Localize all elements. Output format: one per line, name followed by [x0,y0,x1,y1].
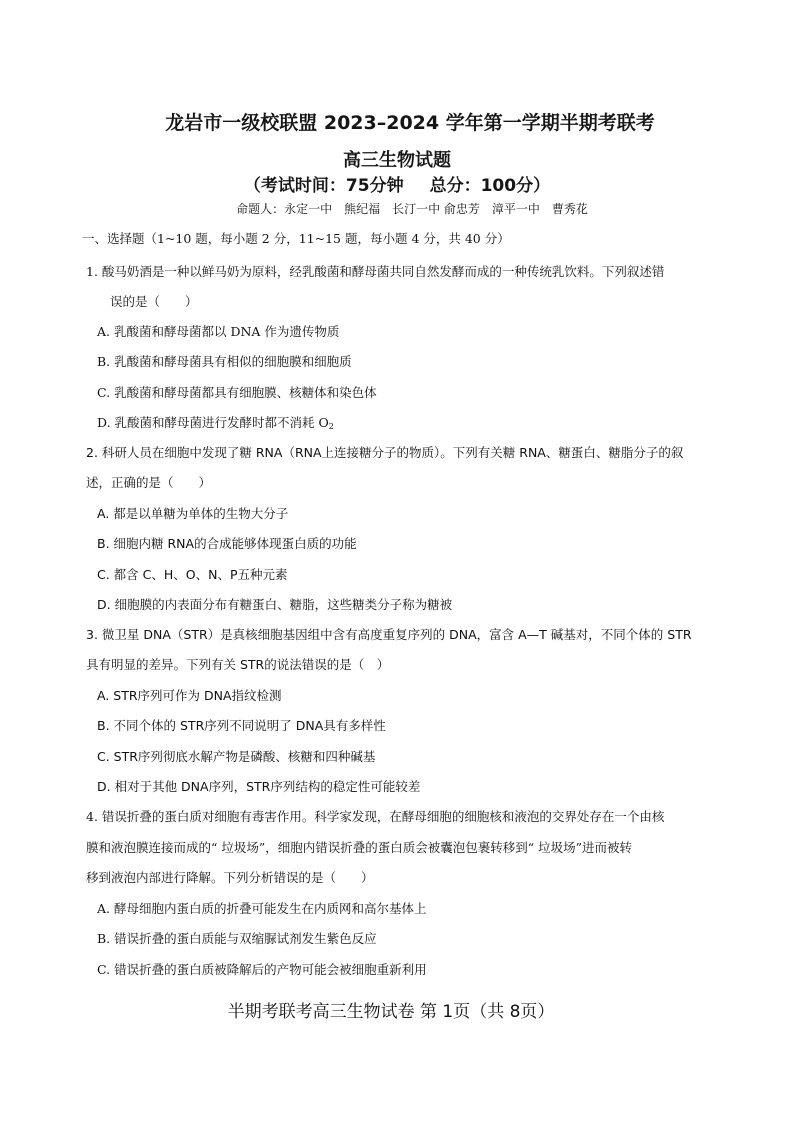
question-1-option-c: C. 乳酸菌和酵母菌都具有细胞膜、核糖体和染色体 [97,385,377,400]
question-1-option-a: A. 乳酸菌和酵母菌都以 DNA 作为遗传物质 [97,324,340,339]
exam-time-score [0,171,794,196]
question-3-stem-line-2: 具有明显的差异。下列有关 STR的说法错误的是（ ） [86,657,390,672]
question-4-option-b: B. 错误折叠的蛋白质能与双缩脲试剂发生紫色反应 [97,931,377,946]
question-4-stem-line-1: 4. 错误折叠的蛋白质对细胞有毒害作用。科学家发现，在酵母细胞的细胞核和液泡的交界处存在一个由核 [86,809,665,824]
question-4-option-a: A. 酵母细胞内蛋白质的折叠可能发生在内质网和高尔基体上 [97,901,427,916]
question-2-option-c: C. 都含 C、H、O、N、P五种元素 [97,567,288,582]
question-2-stem-line-2: 述，正确的是（ ） [86,475,212,490]
oxygen-subscript: 2 [328,422,334,431]
question-3-stem-line-1: 3. 微卫星 DNA（STR）是真核细胞基因组中含有高度重复序列的 DNA，富含 A—T 碱基对，不同个体的 STR [86,627,692,642]
question-1-stem-line-1: 1. 酸马奶酒是一种以鲜马奶为原料，经乳酸菌和酵母菌共同自然发酵而成的一种传统乳饮料。下列叙述错 [86,264,665,279]
question-2-stem-line-1: 2. 科研人员在细胞中发现了糖 RNA（RNA上连接糖分子的物质）。下列有关糖 RNA、糖蛋白、糖脂分子的叙 [86,445,684,460]
question-1-option-d [97,413,334,431]
question-3-option-d: D. 相对于其他 DNA序列，STR序列结构的稳定性可能较差 [97,779,421,794]
question-1-option-d-text: D. 乳酸菌和酵母菌进行发酵时都不消耗 O [97,415,329,430]
question-1-stem-line-2: 误的是（ ） [110,294,198,309]
exam-time: （考试时间：75分钟 [243,176,404,196]
question-3-option-c: C. STR序列彻底水解产物是磷酸、核糖和四种碱基 [97,749,376,764]
question-2-option-d: D. 细胞膜的内表面分布有糖蛋白、糖脂，这些糖类分子称为糖被 [97,597,453,612]
exam-authors: 命题人：永定一中 熊纪福 长汀一中 俞忠芳 漳平一中 曹秀花 [236,202,588,216]
question-3-option-b: B. 不同个体的 STR序列不同说明了 DNA具有多样性 [97,718,386,733]
question-4-stem-line-3: 移到液泡内部进行降解。下列分析错误的是（ ） [86,870,374,885]
question-4-option-c: C. 错误折叠的蛋白质被降解后的产物可能会被细胞重新利用 [97,962,427,977]
question-2-option-a: A. 都是以单糖为单体的生物大分子 [97,506,289,521]
exam-title: 龙岩市一级校联盟 2023–2024 学年第一学期半期考联考 [165,112,655,134]
page-footer: 半期考联考高三生物试卷 第 1页（共 8页） [227,1002,555,1022]
section-title: 一、选择题（1~10 题，每小题 2 分，11~15 题，每小题 4 分，共 40 分） [82,231,510,246]
total-score: 总分：100分） [429,176,551,196]
exam-subject: 高三生物试题 [343,150,451,171]
question-3-option-a: A. STR序列可作为 DNA指纹检测 [97,688,282,703]
question-4-stem-line-2: 膜和液泡膜连接而成的“ 垃圾场”，细胞内错误折叠的蛋白质会被囊泡包裹转移到“ 垃圾场”进而被转 [86,840,633,855]
question-2-option-b: B. 细胞内糖 RNA的合成能够体现蛋白质的功能 [97,536,357,551]
question-1-option-b: B. 乳酸菌和酵母菌具有相似的细胞膜和细胞质 [97,354,352,369]
